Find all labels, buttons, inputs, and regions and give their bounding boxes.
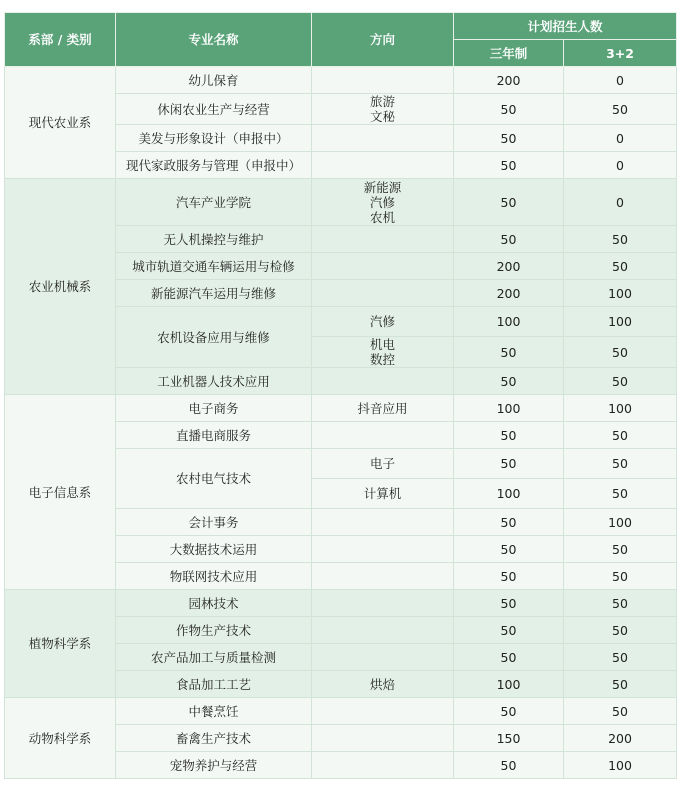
direction-cell	[312, 671, 454, 698]
three-year-cell: 50	[454, 617, 564, 644]
direction-cell	[312, 479, 454, 509]
three-plus-two-cell: 50	[564, 422, 677, 449]
direction-cell	[312, 449, 454, 479]
three-year-cell: 50	[454, 179, 564, 226]
header-direction: 方向	[312, 13, 454, 67]
direction-cell	[312, 563, 454, 590]
three-plus-two-cell: 50	[564, 563, 677, 590]
three-plus-two-cell: 100	[564, 395, 677, 422]
direction-cell	[312, 152, 454, 179]
direction-label: 计算机	[363, 486, 402, 501]
direction-label: 烘焙	[369, 676, 395, 692]
major-cell: 城市轨道交通车辆运用与检修	[116, 253, 312, 280]
direction-label: 农机	[369, 209, 395, 225]
major-cell: 作物生产技术	[116, 617, 312, 644]
major-cell: 会计事务	[116, 509, 312, 536]
table-row	[5, 590, 677, 617]
dept-cell: 植物科学系	[5, 590, 116, 698]
major-cell: 幼儿保育	[116, 67, 312, 94]
table-row	[5, 179, 677, 226]
three-plus-two-cell: 0	[564, 125, 677, 152]
direction-cell	[312, 307, 454, 337]
dept-cell: 电子信息系	[5, 395, 116, 590]
major-cell: 农村电气技术	[116, 449, 312, 509]
three-year-cell: 100	[454, 395, 564, 422]
table-row	[5, 395, 677, 422]
three-plus-two-cell: 50	[564, 449, 677, 479]
direction-cell	[312, 698, 454, 725]
header-plan: 计划招生人数	[454, 13, 677, 40]
direction-label: 数控	[369, 352, 395, 367]
direction-cell	[312, 280, 454, 307]
three-year-cell: 200	[454, 280, 564, 307]
direction-cell	[312, 590, 454, 617]
major-cell: 园林技术	[116, 590, 312, 617]
three-year-cell: 50	[454, 449, 564, 479]
direction-label: 抖音应用	[357, 400, 408, 416]
major-cell: 大数据技术运用	[116, 536, 312, 563]
major-cell: 农产品加工与质量检测	[116, 644, 312, 671]
major-cell: 农机设备应用与维修	[116, 307, 312, 368]
table-row	[5, 698, 677, 725]
direction-cell	[312, 337, 454, 368]
three-year-cell: 200	[454, 67, 564, 94]
major-cell: 宠物养护与经营	[116, 752, 312, 779]
direction-cell	[312, 644, 454, 671]
major-cell: 电子商务	[116, 395, 312, 422]
three-year-cell: 150	[454, 725, 564, 752]
major-cell: 新能源汽车运用与维修	[116, 280, 312, 307]
three-year-cell: 50	[454, 698, 564, 725]
major-cell: 物联网技术应用	[116, 563, 312, 590]
three-year-cell: 50	[454, 368, 564, 395]
three-plus-two-cell: 50	[564, 337, 677, 368]
three-year-cell: 50	[454, 337, 564, 368]
three-plus-two-cell: 50	[564, 226, 677, 253]
three-plus-two-cell: 50	[564, 698, 677, 725]
major-cell: 食品加工工艺	[116, 671, 312, 698]
three-plus-two-cell: 50	[564, 94, 677, 125]
major-cell: 汽车产业学院	[116, 179, 312, 226]
direction-cell	[312, 67, 454, 94]
three-plus-two-cell: 50	[564, 671, 677, 698]
three-plus-two-cell: 50	[564, 536, 677, 563]
enrollment-plan-table	[4, 12, 677, 779]
three-plus-two-cell: 50	[564, 253, 677, 280]
direction-cell	[312, 536, 454, 563]
three-plus-two-cell: 200	[564, 725, 677, 752]
major-cell: 工业机器人技术应用	[116, 368, 312, 395]
three-year-cell: 50	[454, 226, 564, 253]
direction-cell	[312, 752, 454, 779]
three-plus-two-cell: 50	[564, 590, 677, 617]
direction-label: 汽修	[369, 314, 395, 329]
major-cell: 中餐烹饪	[116, 698, 312, 725]
direction-label: 机电	[369, 337, 395, 352]
table-body	[5, 67, 677, 779]
three-year-cell: 50	[454, 509, 564, 536]
three-year-cell: 100	[454, 671, 564, 698]
three-plus-two-cell: 100	[564, 307, 677, 337]
header-major: 专业名称	[116, 13, 312, 67]
three-plus-two-cell: 50	[564, 644, 677, 671]
direction-label: 旅游	[369, 94, 395, 109]
table-header	[5, 13, 677, 67]
direction-cell	[312, 725, 454, 752]
direction-cell	[312, 509, 454, 536]
three-plus-two-cell: 50	[564, 368, 677, 395]
three-year-cell: 50	[454, 125, 564, 152]
header-dept: 系部 / 类别	[5, 13, 116, 67]
direction-cell	[312, 368, 454, 395]
direction-label: 电子	[369, 456, 395, 471]
header-three-year: 三年制	[454, 40, 564, 67]
direction-cell	[312, 226, 454, 253]
major-cell: 现代家政服务与管理（申报中）	[116, 152, 312, 179]
table-row	[5, 67, 677, 94]
major-cell: 直播电商服务	[116, 422, 312, 449]
three-year-cell: 50	[454, 563, 564, 590]
three-year-cell: 50	[454, 94, 564, 125]
major-cell: 畜禽生产技术	[116, 725, 312, 752]
dept-cell: 现代农业系	[5, 67, 116, 179]
three-plus-two-cell: 100	[564, 280, 677, 307]
three-plus-two-cell: 100	[564, 509, 677, 536]
header-three-plus-two: 3+2	[564, 40, 677, 67]
direction-label: 新能源	[363, 179, 402, 195]
major-cell: 无人机操控与维护	[116, 226, 312, 253]
major-cell: 休闲农业生产与经营	[116, 94, 312, 125]
three-plus-two-cell: 100	[564, 752, 677, 779]
three-year-cell: 50	[454, 752, 564, 779]
three-plus-two-cell: 50	[564, 617, 677, 644]
direction-cell	[312, 422, 454, 449]
direction-cell	[312, 179, 454, 226]
major-cell: 美发与形象设计（申报中）	[116, 125, 312, 152]
three-year-cell: 50	[454, 422, 564, 449]
three-plus-two-cell: 50	[564, 479, 677, 509]
direction-label: 汽修	[369, 194, 395, 210]
direction-label: 文秘	[369, 109, 395, 124]
three-year-cell: 50	[454, 644, 564, 671]
direction-cell	[312, 125, 454, 152]
dept-cell: 动物科学系	[5, 698, 116, 779]
dept-cell: 农业机械系	[5, 179, 116, 395]
direction-cell	[312, 94, 454, 125]
three-plus-two-cell: 0	[564, 67, 677, 94]
direction-cell	[312, 395, 454, 422]
three-year-cell: 100	[454, 479, 564, 509]
direction-cell	[312, 617, 454, 644]
three-plus-two-cell: 0	[564, 179, 677, 226]
direction-cell	[312, 253, 454, 280]
three-plus-two-cell: 0	[564, 152, 677, 179]
three-year-cell: 50	[454, 590, 564, 617]
three-year-cell: 50	[454, 536, 564, 563]
three-year-cell: 200	[454, 253, 564, 280]
three-year-cell: 100	[454, 307, 564, 337]
three-year-cell: 50	[454, 152, 564, 179]
